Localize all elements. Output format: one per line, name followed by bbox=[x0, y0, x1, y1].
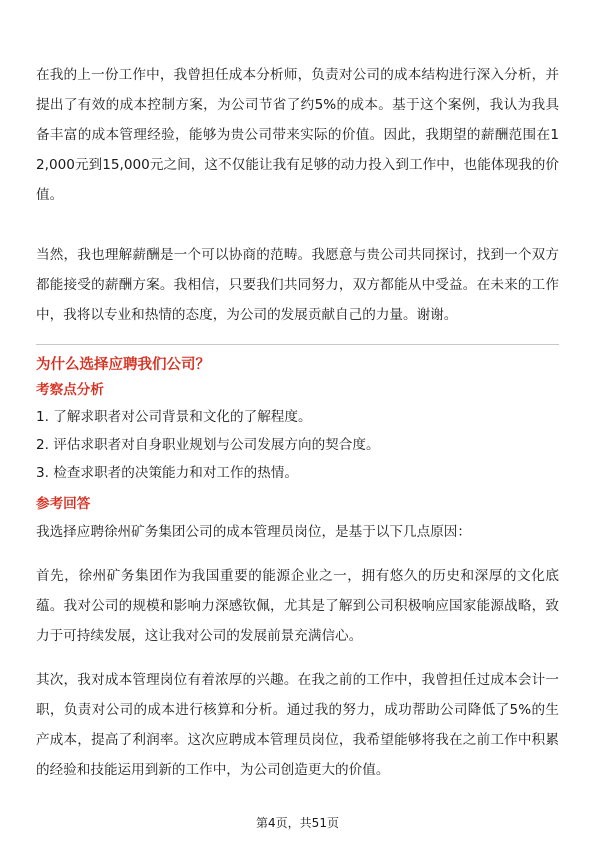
reference-paragraph: 我选择应聘徐州矿务集团公司的成本管理员岗位，是基于以下几点原因： bbox=[36, 524, 471, 540]
section-divider bbox=[36, 344, 559, 345]
analysis-heading: 考察点分析 bbox=[36, 382, 104, 398]
previous-answer-paragraph: 在我的上一份工作中，我曾担任成本分析师，负责对公司的成本结构进行深入分析，并提出了有效的成本控制方案，为公司节省了约5%的成本。基于这个案例，我认为我具备丰富的成本管理经验，能够为贵公司带来实际的价值。因此，我期望的薪酬范围在12,000元到15,000元之间，这不仅能让我有足够的动力投入到工作中，也能体现我的价值。 bbox=[36, 67, 559, 203]
reference-paragraph: 首先，徐州矿务集团作为我国重要的能源企业之一，拥有悠久的历史和深厚的文化底蕴。我对公司的规模和影响力深感钦佩，尤其是了解到公司积极响应国家能源战略，致力于可持续发展，这让我对公司的发展前景充满信心。 bbox=[36, 568, 559, 644]
document-page bbox=[36, 60, 559, 785]
page-number-footer: 第4页，共51页 bbox=[256, 816, 339, 830]
paragraph-spacer bbox=[36, 547, 559, 561]
previous-answer-paragraph: 当然，我也理解薪酬是一个可以协商的范畴。我愿意与贵公司共同探讨，找到一个双方都能接受的薪酬方案。我相信，只要我们共同努力，双方都能从中受益。在未来的工作中，我将以专业和热情的态度，为公司的发展贡献自己的力量。谢谢。 bbox=[36, 247, 559, 323]
analysis-item: 3. 检查求职者的决策能力和对工作的热情。 bbox=[36, 465, 298, 481]
paragraph-spacer bbox=[36, 651, 559, 665]
analysis-list bbox=[36, 403, 559, 487]
paragraph-spacer bbox=[36, 210, 559, 240]
analysis-item: 2. 评估求职者对自身职业规划与公司发展方向的契合度。 bbox=[36, 437, 380, 453]
reference-heading: 参考回答 bbox=[36, 496, 91, 512]
reference-paragraph: 其次，我对成本管理岗位有着浓厚的兴趣。在我之前的工作中，我曾担任过成本会计一职，负责对公司的成本进行核算和分析。通过我的努力，成功帮助公司降低了5%的生产成本，提高了利润率。这次应聘成本管理员岗位，我希望能够将我在之前工作中积累的经验和技能运用到新的工作中，为公司创造更大的价值。 bbox=[36, 672, 559, 778]
analysis-item: 1. 了解求职者对公司背景和文化的了解程度。 bbox=[36, 409, 312, 425]
question-title: 为什么选择应聘我们公司？ bbox=[36, 357, 210, 373]
